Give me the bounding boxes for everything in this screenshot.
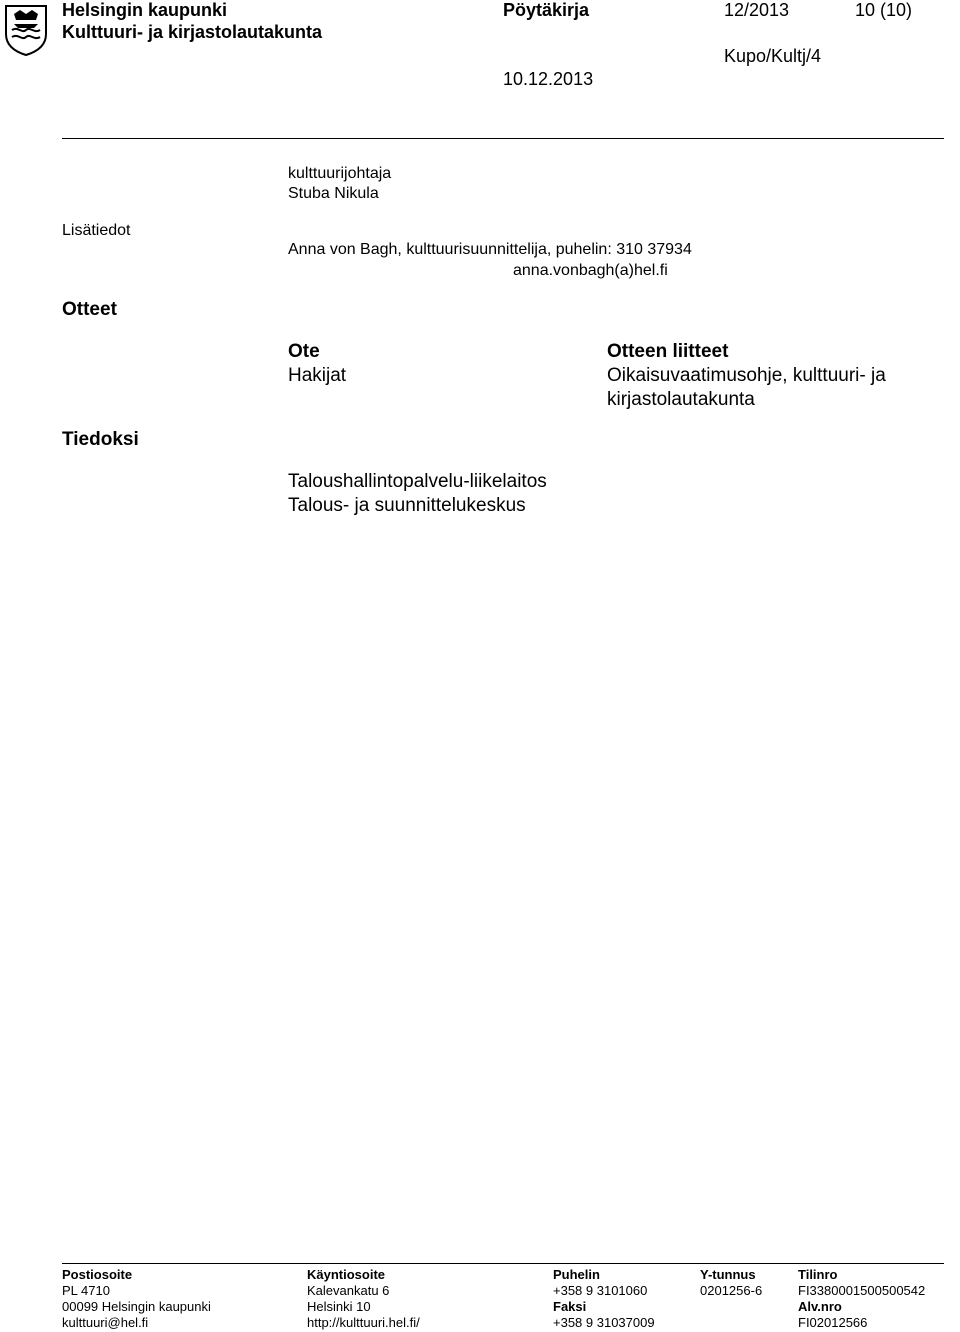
- footer-kayntiosoite-2: Helsinki 10: [307, 1299, 371, 1314]
- footer-alvnro-label: Alv.nro: [798, 1299, 842, 1314]
- footer-postiosoite-1: PL 4710: [62, 1283, 110, 1298]
- footer-divider: [62, 1263, 944, 1264]
- footer-kayntiosoite-1: Kalevankatu 6: [307, 1283, 390, 1298]
- ote-column-value: Hakijat: [288, 365, 347, 386]
- footer-tilinro-value: FI3380001500500542: [798, 1283, 926, 1298]
- header-document-number: 12/2013: [724, 0, 790, 20]
- tiedoksi-recipient-1: Taloushallintopalvelu-liikelaitos: [288, 471, 547, 492]
- lisatiedot-label: Lisätiedot: [62, 222, 131, 239]
- footer-faksi-value: +358 9 31037009: [553, 1315, 655, 1330]
- header-page-number: 10 (10): [855, 0, 913, 20]
- footer-puhelin-value: +358 9 3101060: [553, 1283, 648, 1298]
- signatory-name: Stuba Nikula: [288, 185, 379, 202]
- signatory-title: kulttuurijohtaja: [288, 165, 392, 182]
- otteen-liitteet-line2: kirjastolautakunta: [607, 389, 755, 410]
- lisatiedot-contact: Anna von Bagh, kulttuurisuunnittelija, puhelin: 310 37934: [288, 241, 692, 258]
- footer-puhelin-label: Puhelin: [553, 1267, 600, 1282]
- tiedoksi-heading: Tiedoksi: [62, 429, 139, 450]
- header-reference: Kupo/Kultj/4: [724, 46, 822, 66]
- header-department: Kulttuuri- ja kirjastolautakunta: [62, 22, 323, 42]
- otteen-liitteet-line1: Oikaisuvaatimusohje, kulttuuri- ja: [607, 365, 886, 386]
- footer-postiosoite-2: 00099 Helsingin kaupunki: [62, 1299, 211, 1314]
- footer-ytunnus-label: Y-tunnus: [700, 1267, 756, 1282]
- footer-faksi-label: Faksi: [553, 1299, 587, 1314]
- footer-postiosoite-label: Postiosoite: [62, 1267, 133, 1282]
- header-organization: Helsingin kaupunki: [62, 0, 228, 20]
- otteet-heading: Otteet: [62, 299, 117, 320]
- header-date: 10.12.2013: [503, 69, 594, 89]
- footer-ytunnus-value: 0201256-6: [700, 1283, 763, 1298]
- footer-kayntiosoite-label: Käyntiosoite: [307, 1267, 386, 1282]
- footer-postiosoite-3: kulttuuri@hel.fi: [62, 1315, 149, 1330]
- ote-column-header: Ote: [288, 341, 320, 362]
- header-document-type: Pöytäkirja: [503, 0, 590, 20]
- otteen-liitteet-header: Otteen liitteet: [607, 341, 729, 362]
- tiedoksi-recipient-2: Talous- ja suunnittelukeskus: [288, 495, 526, 516]
- lisatiedot-email: anna.vonbagh(a)hel.fi: [513, 262, 668, 279]
- helsinki-crest-icon: [4, 4, 48, 56]
- footer-tilinro-label: Tilinro: [798, 1267, 838, 1282]
- footer-kayntiosoite-3: http://kulttuuri.hel.fi/: [307, 1315, 420, 1330]
- footer-alvnro-value: FI02012566: [798, 1315, 868, 1330]
- header-divider: [62, 138, 944, 139]
